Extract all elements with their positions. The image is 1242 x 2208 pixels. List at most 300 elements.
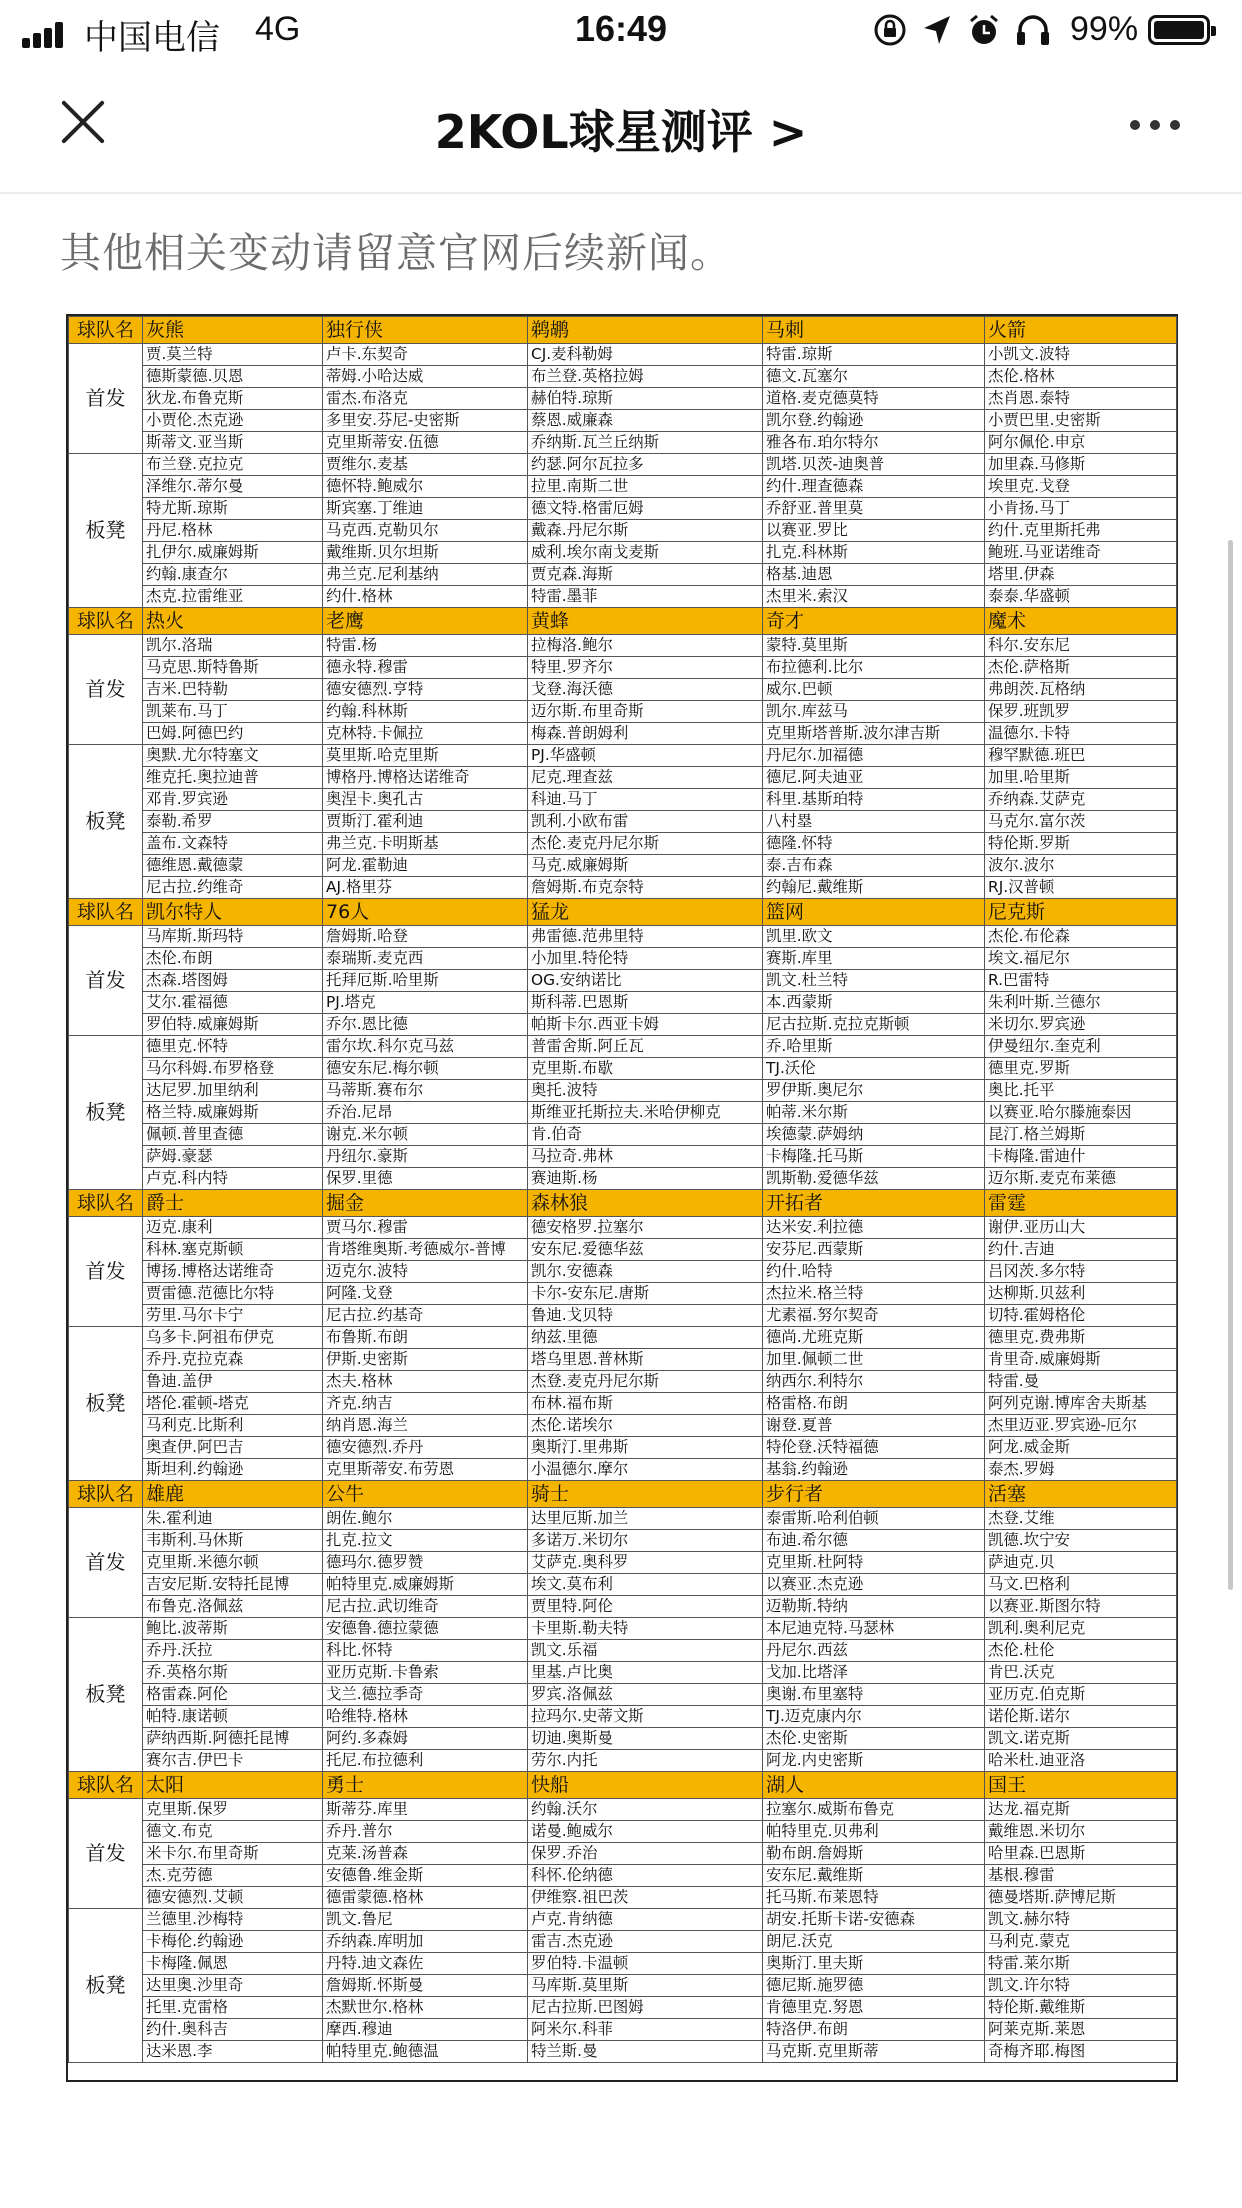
player-cell: 迈克尔.波特 [323, 1261, 528, 1283]
starter-row [69, 1283, 1177, 1305]
player-cell: 米卡尔.布里奇斯 [143, 1843, 323, 1865]
player-cell: 凯利.小欧布雷 [528, 811, 763, 833]
team-header-row [69, 899, 1177, 926]
player-cell: 罗宾.洛佩兹 [528, 1684, 763, 1706]
player-cell: 帕特.康诺顿 [143, 1706, 323, 1728]
player-cell: 卡梅伦.约翰逊 [143, 1931, 323, 1953]
bench-row [69, 1036, 1177, 1058]
player-cell: 拉梅洛.鲍尔 [528, 635, 763, 657]
player-cell: 里基.卢比奥 [528, 1662, 763, 1684]
team-header-label: 球队名 [69, 317, 143, 344]
player-cell: R.巴雷特 [985, 970, 1177, 992]
player-cell: 卢卡.东契奇 [323, 344, 528, 366]
bench-row [69, 1327, 1177, 1349]
player-cell: 德文.瓦塞尔 [763, 366, 985, 388]
player-cell: 泽维尔.蒂尔曼 [143, 476, 323, 498]
player-cell: 埃文.莫布利 [528, 1574, 763, 1596]
player-cell: 约翰.科林斯 [323, 701, 528, 723]
player-cell: 杰伦.萨格斯 [985, 657, 1177, 679]
player-cell: 小贾巴里.史密斯 [985, 410, 1177, 432]
player-cell: 萨纳西斯.阿德托昆博 [143, 1728, 323, 1750]
player-cell: 帕特里克.贝弗利 [763, 1821, 985, 1843]
player-cell: 罗伊斯.奥尼尔 [763, 1080, 985, 1102]
player-cell: 戈加.比塔泽 [763, 1662, 985, 1684]
player-cell: 保罗.里德 [323, 1168, 528, 1190]
player-cell: 蒙特.莫里斯 [763, 635, 985, 657]
player-cell: 纳肖恩.海兰 [323, 1415, 528, 1437]
player-cell: 塔乌里恩.普林斯 [528, 1349, 763, 1371]
player-cell: 肯巴.沃克 [985, 1662, 1177, 1684]
player-cell: 卡尔-安东尼.唐斯 [528, 1283, 763, 1305]
team-header-row [69, 317, 1177, 344]
player-cell: 乔尔.恩比德 [323, 1014, 528, 1036]
player-cell: 凯文.乐福 [528, 1640, 763, 1662]
bench-row [69, 2019, 1177, 2041]
bench-row [69, 1102, 1177, 1124]
team-name: 步行者 [763, 1481, 985, 1508]
bench-row [69, 1706, 1177, 1728]
player-cell: 迈尔斯.布里奇斯 [528, 701, 763, 723]
player-cell: 博扬.博格达诺维奇 [143, 1261, 323, 1283]
player-cell: 克里斯.保罗 [143, 1799, 323, 1821]
player-cell: 乔丹.沃拉 [143, 1640, 323, 1662]
player-cell: 卡里斯.勒夫特 [528, 1618, 763, 1640]
player-cell: 詹姆斯.怀斯曼 [323, 1975, 528, 1997]
player-cell: 戈兰.德拉季奇 [323, 1684, 528, 1706]
player-cell: 奥默.尤尔特塞文 [143, 745, 323, 767]
player-cell: 约翰尼.戴维斯 [763, 877, 985, 899]
player-cell: 凯斯勒.爱德华兹 [763, 1168, 985, 1190]
player-cell: 德里克.费弗斯 [985, 1327, 1177, 1349]
player-cell: 基根.穆雷 [985, 1865, 1177, 1887]
player-cell: 尤素福.努尔契奇 [763, 1305, 985, 1327]
nav-bar [0, 62, 1242, 194]
starter-row [69, 1596, 1177, 1618]
player-cell: 雷吉.杰克逊 [528, 1931, 763, 1953]
player-cell: 本.西蒙斯 [763, 992, 985, 1014]
player-cell: 哈里森.巴恩斯 [985, 1843, 1177, 1865]
player-cell: 达米恩.李 [143, 2041, 323, 2063]
team-name: 独行侠 [323, 317, 528, 344]
player-cell: 奥比.托平 [985, 1080, 1177, 1102]
battery-percent: 99% [1070, 10, 1139, 48]
player-cell: 德里克.怀特 [143, 1036, 323, 1058]
player-cell: 小肯扬.马丁 [985, 498, 1177, 520]
player-cell: 卡梅隆.雷迪什 [985, 1146, 1177, 1168]
player-cell: 贾斯汀.霍利迪 [323, 811, 528, 833]
player-cell: 波尔.波尔 [985, 855, 1177, 877]
nav-title[interactable]: 2KOL球星测评 > [434, 105, 808, 159]
player-cell: 纳西尔.利特尔 [763, 1371, 985, 1393]
bench-row [69, 1953, 1177, 1975]
starter-row [69, 1261, 1177, 1283]
player-cell: 奥谢.布里塞特 [763, 1684, 985, 1706]
player-cell: 马库斯.莫里斯 [528, 1975, 763, 1997]
player-cell: 科迪.马丁 [528, 789, 763, 811]
player-cell: 马蒂斯.赛布尔 [323, 1080, 528, 1102]
scrollbar[interactable] [1228, 540, 1233, 1590]
player-cell: 丹特.迪文森佐 [323, 1953, 528, 1975]
team-name: 公牛 [323, 1481, 528, 1508]
player-cell: 埃文.福尼尔 [985, 948, 1177, 970]
player-cell: 达米安.利拉德 [763, 1217, 985, 1239]
starter-row [69, 410, 1177, 432]
player-cell: 以赛亚.罗比 [763, 520, 985, 542]
player-cell: 帕特里克.威廉姆斯 [323, 1574, 528, 1596]
player-cell: 弗兰克.卡明斯基 [323, 833, 528, 855]
player-cell: 阿隆.戈登 [323, 1283, 528, 1305]
player-cell: 约什.奥科吉 [143, 2019, 323, 2041]
player-cell: TJ.迈克康内尔 [763, 1706, 985, 1728]
player-cell: 鲍比.波蒂斯 [143, 1618, 323, 1640]
player-cell: 泰泰.华盛顿 [985, 586, 1177, 608]
player-cell: 马库斯.斯玛特 [143, 926, 323, 948]
player-cell: 凯德.坎宁安 [985, 1530, 1177, 1552]
starter-row [69, 1305, 1177, 1327]
player-cell: 杰森.塔图姆 [143, 970, 323, 992]
player-cell: 德怀特.鲍威尔 [323, 476, 528, 498]
starter-row [69, 1799, 1177, 1821]
starter-row [69, 1821, 1177, 1843]
team-header-label: 球队名 [69, 899, 143, 926]
player-cell: 杰伦.布朗 [143, 948, 323, 970]
player-cell: 德尼.阿夫迪亚 [763, 767, 985, 789]
bench-label: 板凳 [69, 745, 143, 899]
player-cell: 鲍班.马亚诺维奇 [985, 542, 1177, 564]
player-cell: 杰伦.麦克丹尼尔斯 [528, 833, 763, 855]
player-cell: 马克.威廉姆斯 [528, 855, 763, 877]
player-cell: 斯维亚托斯拉夫.米哈伊柳克 [528, 1102, 763, 1124]
bench-row [69, 1931, 1177, 1953]
player-cell: 托里.克雷格 [143, 1997, 323, 2019]
player-cell: 马克西.克勒贝尔 [323, 520, 528, 542]
player-cell: 约什.克里斯托弗 [985, 520, 1177, 542]
starter-row [69, 366, 1177, 388]
player-cell: 阿约.多森姆 [323, 1728, 528, 1750]
player-cell: 特尤斯.琼斯 [143, 498, 323, 520]
player-cell: 克里斯.布歇 [528, 1058, 763, 1080]
player-cell: 凯尔.库兹马 [763, 701, 985, 723]
bench-row [69, 1684, 1177, 1706]
player-cell: 朱.霍利迪 [143, 1508, 323, 1530]
player-cell: 梅森.普朗姆利 [528, 723, 763, 745]
bench-row [69, 1371, 1177, 1393]
starter-row [69, 432, 1177, 454]
starter-row [69, 948, 1177, 970]
team-name: 雄鹿 [143, 1481, 323, 1508]
player-cell: 克里斯蒂安.伍德 [323, 432, 528, 454]
player-cell: 哈米杜.迪亚洛 [985, 1750, 1177, 1772]
player-cell: 以赛亚.斯图尔特 [985, 1596, 1177, 1618]
player-cell: 德维恩.戴德蒙 [143, 855, 323, 877]
starters-label: 首发 [69, 1799, 143, 1909]
bench-row [69, 1997, 1177, 2019]
carrier-label: 中国电信 [84, 18, 220, 58]
player-cell: 扎克.拉文 [323, 1530, 528, 1552]
player-cell: 多诺万.米切尔 [528, 1530, 763, 1552]
player-cell: 肯里奇.威廉姆斯 [985, 1349, 1177, 1371]
starters-label: 首发 [69, 926, 143, 1036]
player-cell: 扎克.科林斯 [763, 542, 985, 564]
player-cell: 达里厄斯.加兰 [528, 1508, 763, 1530]
starter-row [69, 701, 1177, 723]
player-cell: 米切尔.罗宾逊 [985, 1014, 1177, 1036]
starter-row [69, 1217, 1177, 1239]
player-cell: 杰拉米.格兰特 [763, 1283, 985, 1305]
bench-row [69, 520, 1177, 542]
player-cell: 劳里.马尔卡宁 [143, 1305, 323, 1327]
player-cell: 凯莱布.马丁 [143, 701, 323, 723]
player-cell: 马克尔.富尔茨 [985, 811, 1177, 833]
alarm-icon [966, 12, 1002, 57]
player-cell: 罗伯特.卡温顿 [528, 1953, 763, 1975]
starter-row [69, 388, 1177, 410]
player-cell: 迈尔斯.麦克布莱德 [985, 1168, 1177, 1190]
player-cell: 约什.哈特 [763, 1261, 985, 1283]
player-cell: 诺曼.鲍威尔 [528, 1821, 763, 1843]
player-cell: 鲁迪.戈贝特 [528, 1305, 763, 1327]
player-cell: 普雷舍斯.阿丘瓦 [528, 1036, 763, 1058]
player-cell: 达柳斯.贝兹利 [985, 1283, 1177, 1305]
starters-label: 首发 [69, 1217, 143, 1327]
player-cell: 尼克.理查兹 [528, 767, 763, 789]
player-cell: 克莱.汤普森 [323, 1843, 528, 1865]
player-cell: 安东尼.爱德华兹 [528, 1239, 763, 1261]
player-cell: 特雷.琼斯 [763, 344, 985, 366]
player-cell: 凯文.许尔特 [985, 1975, 1177, 1997]
player-cell: 谢登.夏普 [763, 1415, 985, 1437]
player-cell: 德安德烈.艾顿 [143, 1887, 323, 1909]
headphones-icon [1014, 12, 1052, 57]
player-cell: 保罗.班凯罗 [985, 701, 1177, 723]
player-cell: 格基.迪恩 [763, 564, 985, 586]
roster-table [66, 314, 1178, 2082]
player-cell: 科尔.安东尼 [985, 635, 1177, 657]
player-cell: 科林.塞克斯顿 [143, 1239, 323, 1261]
player-cell: 约瑟.阿尔瓦拉多 [528, 454, 763, 476]
team-name: 掘金 [323, 1190, 528, 1217]
player-cell: 卢克.科内特 [143, 1168, 323, 1190]
player-cell: 凯塔.贝茨-迪奥普 [763, 454, 985, 476]
player-cell: 道格.麦克德莫特 [763, 388, 985, 410]
starter-row [69, 723, 1177, 745]
location-icon [920, 12, 954, 57]
rotation-lock-icon [872, 12, 908, 57]
player-cell: 杰伦.史密斯 [763, 1728, 985, 1750]
team-name: 灰熊 [143, 317, 323, 344]
player-cell: 昆汀.格兰姆斯 [985, 1124, 1177, 1146]
starter-row [69, 992, 1177, 1014]
player-cell: 兰德里.沙梅特 [143, 1909, 323, 1931]
player-cell: 德安德烈.乔丹 [323, 1437, 528, 1459]
bench-row [69, 1909, 1177, 1931]
player-cell: 亚历克斯.卡鲁索 [323, 1662, 528, 1684]
player-cell: 杰伦.杜伦 [985, 1640, 1177, 1662]
player-cell: 戴维斯.贝尔坦斯 [323, 542, 528, 564]
team-name: 篮网 [763, 899, 985, 926]
team-name: 雷霆 [985, 1190, 1177, 1217]
player-cell: 尼古拉斯.克拉克斯顿 [763, 1014, 985, 1036]
team-name: 国王 [985, 1772, 1177, 1799]
player-cell: 哈维特.格林 [323, 1706, 528, 1728]
starter-row [69, 1508, 1177, 1530]
bench-row [69, 1975, 1177, 1997]
bench-row [69, 1415, 1177, 1437]
team-header-row [69, 1481, 1177, 1508]
status-time: 16:49 [574, 8, 668, 49]
player-cell: 纳兹.里德 [528, 1327, 763, 1349]
team-name: 鹈鹕 [528, 317, 763, 344]
team-header-row [69, 1190, 1177, 1217]
bench-row [69, 767, 1177, 789]
player-cell: 扎伊尔.威廉姆斯 [143, 542, 323, 564]
player-cell: 弗雷德.范弗里特 [528, 926, 763, 948]
player-cell: 凯尔登.约翰逊 [763, 410, 985, 432]
team-name: 奇才 [763, 608, 985, 635]
player-cell: 凯尔.洛瑞 [143, 635, 323, 657]
player-cell: 约什.理查德森 [763, 476, 985, 498]
player-cell: 齐克.纳吉 [323, 1393, 528, 1415]
player-cell: 博格丹.博格达诺维奇 [323, 767, 528, 789]
battery-icon [1148, 15, 1210, 45]
player-cell: 肯塔维奥斯.考德威尔-普博 [323, 1239, 528, 1261]
player-cell: 帕蒂.米尔斯 [763, 1102, 985, 1124]
player-cell: 拉塞尔.威斯布鲁克 [763, 1799, 985, 1821]
player-cell: 乔.英格尔斯 [143, 1662, 323, 1684]
player-cell: 戴维恩.米切尔 [985, 1821, 1177, 1843]
player-cell: 约什.吉迪 [985, 1239, 1177, 1261]
player-cell: 凯尔.安德森 [528, 1261, 763, 1283]
player-cell: 德雷蒙德.格林 [323, 1887, 528, 1909]
player-cell: 戴森.丹尼尔斯 [528, 520, 763, 542]
player-cell: 贾维尔.麦基 [323, 454, 528, 476]
bench-row [69, 564, 1177, 586]
player-cell: 特里.罗齐尔 [528, 657, 763, 679]
player-cell: 马利克.比斯利 [143, 1415, 323, 1437]
player-cell: 斯蒂芬.库里 [323, 1799, 528, 1821]
player-cell: 德文特.格雷厄姆 [528, 498, 763, 520]
team-name: 快船 [528, 1772, 763, 1799]
player-cell: 阿尔佩伦.申京 [985, 432, 1177, 454]
player-cell: 杰伦.诺埃尔 [528, 1415, 763, 1437]
player-cell: 泰.吉布森 [763, 855, 985, 877]
starter-row [69, 657, 1177, 679]
team-name: 凯尔特人 [143, 899, 323, 926]
player-cell: 基翁.约翰逊 [763, 1459, 985, 1481]
player-cell: 克里斯.米德尔顿 [143, 1552, 323, 1574]
player-cell: 布拉德利.比尔 [763, 657, 985, 679]
player-cell: 阿龙.内史密斯 [763, 1750, 985, 1772]
player-cell: 弗兰克.尼利基纳 [323, 564, 528, 586]
player-cell: 托尼.布拉德利 [323, 1750, 528, 1772]
player-cell: 德安德烈.亨特 [323, 679, 528, 701]
player-cell: 萨迪克.贝 [985, 1552, 1177, 1574]
player-cell: 凯文.诺克斯 [985, 1728, 1177, 1750]
player-cell: 布林.福布斯 [528, 1393, 763, 1415]
player-cell: 肯.伯奇 [528, 1124, 763, 1146]
player-cell: 奥查伊.阿巴吉 [143, 1437, 323, 1459]
bench-label: 板凳 [69, 1036, 143, 1190]
player-cell: 小加里.特伦特 [528, 948, 763, 970]
player-cell: 亚历克.伯克斯 [985, 1684, 1177, 1706]
bench-label: 板凳 [69, 1327, 143, 1481]
bench-row [69, 1728, 1177, 1750]
team-name: 热火 [143, 608, 323, 635]
player-cell: 凯文.鲁尼 [323, 1909, 528, 1931]
player-cell: 丹尼尔.西兹 [763, 1640, 985, 1662]
player-cell: 德安东尼.梅尔顿 [323, 1058, 528, 1080]
player-cell: 达龙.福克斯 [985, 1799, 1177, 1821]
player-cell: 威尔.巴顿 [763, 679, 985, 701]
player-cell: 德尼斯.施罗德 [763, 1975, 985, 1997]
bench-row [69, 542, 1177, 564]
player-cell: 朱利叶斯.兰德尔 [985, 992, 1177, 1014]
player-cell: 德里克.罗斯 [985, 1058, 1177, 1080]
starter-row [69, 635, 1177, 657]
starter-row [69, 1239, 1177, 1261]
player-cell: 丹纽尔.豪斯 [323, 1146, 528, 1168]
player-cell: 赛迪斯.杨 [528, 1168, 763, 1190]
player-cell: 杰伦.布伦森 [985, 926, 1177, 948]
player-cell: 德文.布克 [143, 1821, 323, 1843]
player-cell: 维克托.奥拉迪普 [143, 767, 323, 789]
player-cell: 布兰登.英格拉姆 [528, 366, 763, 388]
player-cell: 肯德里克.努恩 [763, 1997, 985, 2019]
starters-label: 首发 [69, 1508, 143, 1618]
team-name: 黄蜂 [528, 608, 763, 635]
player-cell: 托拜厄斯.哈里斯 [323, 970, 528, 992]
player-cell: 特雷.杨 [323, 635, 528, 657]
player-cell: 卡梅隆.佩恩 [143, 1953, 323, 1975]
bench-row [69, 789, 1177, 811]
player-cell: 奥托.波特 [528, 1080, 763, 1102]
player-cell: 克里斯塔普斯.波尔津吉斯 [763, 723, 985, 745]
bench-label: 板凳 [69, 454, 143, 608]
player-cell: 詹姆斯.布克奈特 [528, 877, 763, 899]
player-cell: 克林特.卡佩拉 [323, 723, 528, 745]
player-cell: 狄龙.布鲁克斯 [143, 388, 323, 410]
player-cell: 达里奥.沙里奇 [143, 1975, 323, 1997]
player-cell: 鲁迪.盖伊 [143, 1371, 323, 1393]
player-cell: 迈勒斯.特纳 [763, 1596, 985, 1618]
bench-row [69, 833, 1177, 855]
player-cell: 阿列克谢.博库舍夫斯基 [985, 1393, 1177, 1415]
player-cell: 卢克.肯纳德 [528, 1909, 763, 1931]
team-name: 爵士 [143, 1190, 323, 1217]
player-cell: 泰杰.罗姆 [985, 1459, 1177, 1481]
player-cell: 杰克.拉雷维亚 [143, 586, 323, 608]
player-cell: 贾雷德.范德比尔特 [143, 1283, 323, 1305]
network-label: 4G [255, 10, 301, 48]
player-cell: 科比.怀特 [323, 1640, 528, 1662]
player-cell: 贾克森.海斯 [528, 564, 763, 586]
team-name: 湖人 [763, 1772, 985, 1799]
player-cell: 德斯蒙德.贝恩 [143, 366, 323, 388]
bench-row [69, 1750, 1177, 1772]
bench-row [69, 498, 1177, 520]
player-cell: 帕斯卡尔.西亚卡姆 [528, 1014, 763, 1036]
player-cell: 达尼罗.加里纳利 [143, 1080, 323, 1102]
starter-row [69, 1530, 1177, 1552]
player-cell: 贾.莫兰特 [143, 344, 323, 366]
team-name: 勇士 [323, 1772, 528, 1799]
team-name: 魔术 [985, 608, 1177, 635]
player-cell: 萨姆.豪瑟 [143, 1146, 323, 1168]
team-header-label: 球队名 [69, 1190, 143, 1217]
player-cell: 马克斯.克里斯蒂 [763, 2041, 985, 2063]
player-cell: 杰里米.索汉 [763, 586, 985, 608]
player-cell: 乔.哈里斯 [763, 1036, 985, 1058]
